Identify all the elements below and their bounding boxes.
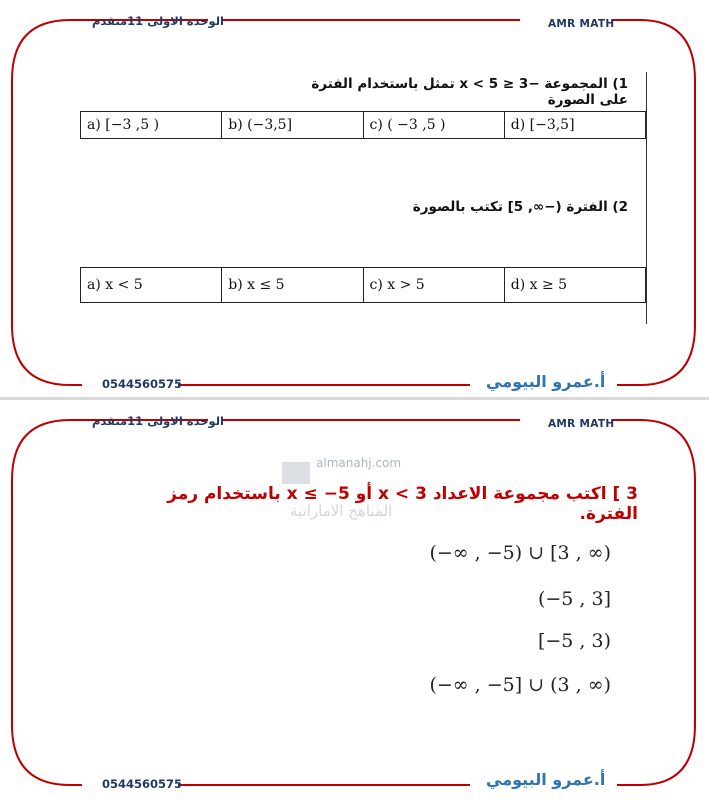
option-d: d) [−3,5] bbox=[504, 112, 645, 139]
phone-number: 0544560575 bbox=[102, 777, 183, 791]
question-2-options bbox=[80, 267, 646, 303]
watermark-site: almanahj.com bbox=[316, 456, 402, 470]
answer-option-2: (−5 , 3] bbox=[537, 588, 611, 610]
margin-line bbox=[646, 72, 647, 324]
brand-label: AMR MATH bbox=[548, 418, 615, 430]
unit-title: الوحدة الاولى 11متقدم bbox=[92, 14, 224, 28]
option-a: a) x < 5 bbox=[81, 268, 222, 303]
option-c: c) ( −3 ,5 ) bbox=[363, 112, 504, 139]
answer-option-3: [−5 , 3) bbox=[537, 630, 611, 652]
phone-number: 0544560575 bbox=[102, 377, 183, 391]
brand-label: AMR MATH bbox=[548, 18, 615, 30]
watermark-logo-icon bbox=[282, 462, 310, 484]
option-b: b) (−3,5] bbox=[222, 112, 363, 139]
question-1-text: 1) المجموعة −3 ≤ x < 5 تمثل باستخدام الفترة على الصورة bbox=[311, 76, 628, 108]
question-2-text: 2) الفترة (−∞, 5] تكتب بالصورة bbox=[412, 199, 628, 215]
option-d: d) x ≥ 5 bbox=[504, 268, 645, 303]
answer-option-1: (−∞ , −5) ∪ [3 , ∞) bbox=[429, 542, 611, 564]
option-a: a) [−3 ,5 ) bbox=[81, 112, 222, 139]
question-1-options bbox=[80, 111, 646, 139]
option-c: c) x > 5 bbox=[363, 268, 504, 303]
option-b: b) x ≤ 5 bbox=[222, 268, 363, 303]
worksheet-page-2 bbox=[0, 400, 709, 800]
question-3-text: 3 ] اكتب مجموعة الاعداد x < 3 أو 5− ≥ x باستخدام رمز الفترة. bbox=[167, 484, 638, 524]
teacher-name: أ.عمرو البيومي bbox=[486, 372, 606, 391]
teacher-name: أ.عمرو البيومي bbox=[486, 770, 606, 789]
watermark-name: المناهج الاماراتية bbox=[290, 502, 393, 520]
unit-title: الوحدة الاولى 11متقدم bbox=[92, 414, 224, 428]
answer-option-4: (−∞ , −5] ∪ (3 , ∞) bbox=[429, 674, 611, 696]
worksheet-page-1 bbox=[0, 0, 709, 398]
